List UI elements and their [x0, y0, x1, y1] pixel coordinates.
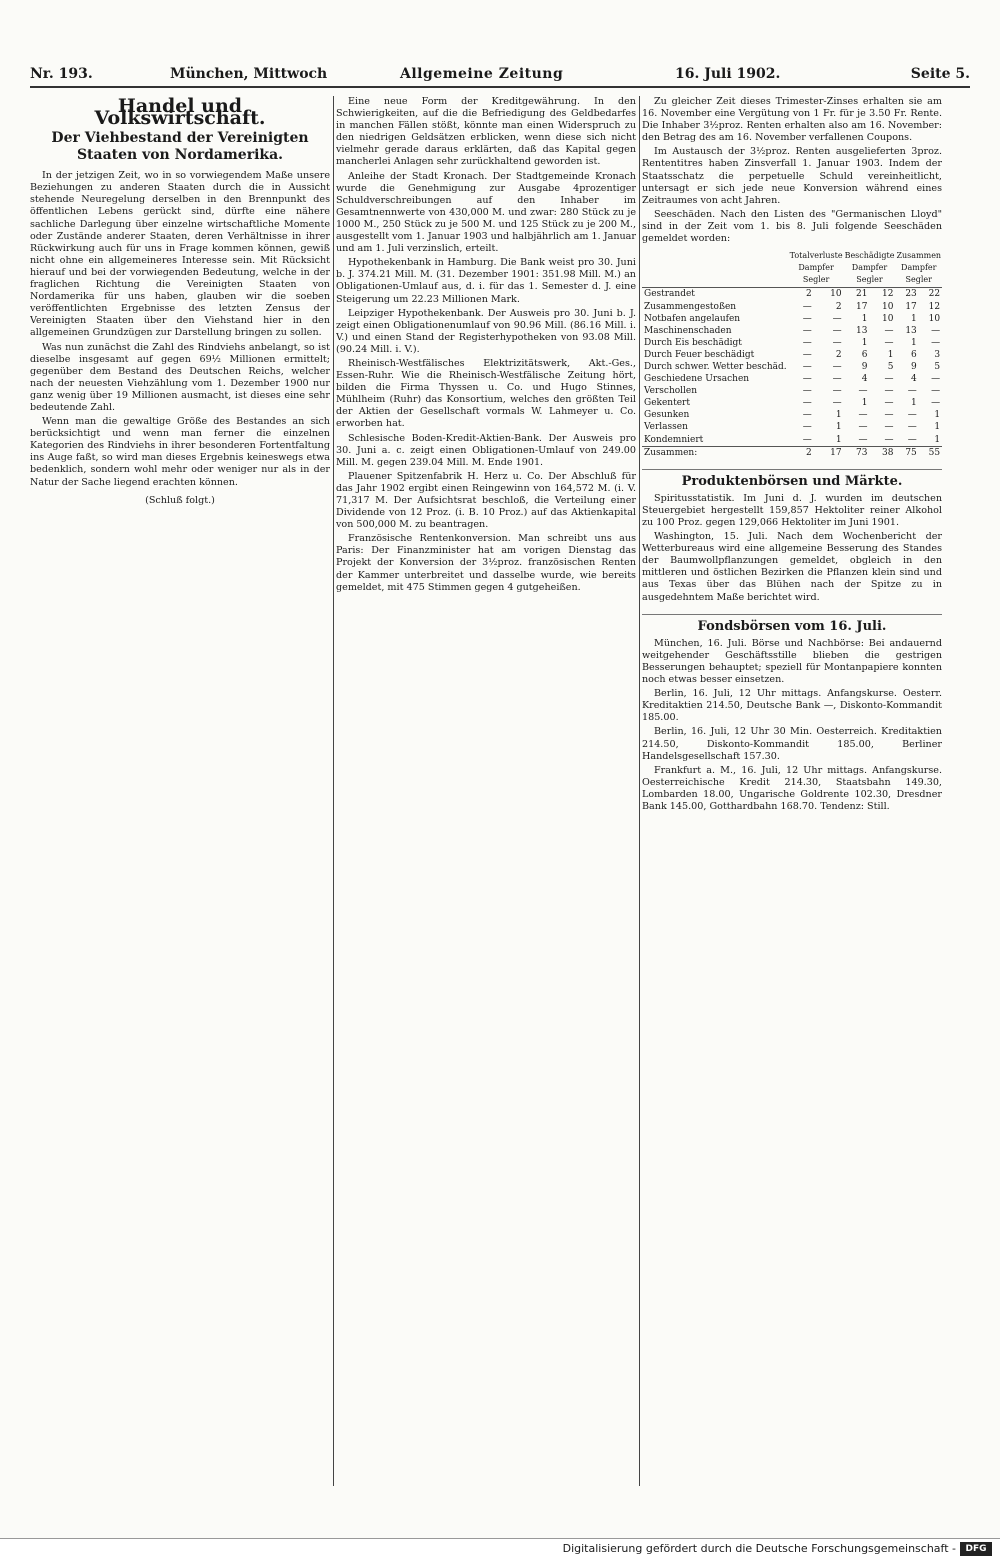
table-cell: 9 — [911, 361, 917, 372]
shipwreck-table — [642, 249, 942, 459]
table-cell: 10 — [881, 301, 894, 312]
table-cell: 12 — [881, 289, 894, 300]
table-cell: 22 — [928, 289, 941, 300]
table-cell: — — [907, 386, 917, 397]
table-cell: 13 — [856, 325, 868, 336]
table-cell: 1 — [911, 398, 917, 409]
table-row — [642, 349, 942, 361]
table-cell: Gestrandet — [644, 289, 695, 300]
table-cell: — — [802, 422, 812, 433]
table-cell: Gesunken — [644, 410, 690, 421]
table-cell: — — [858, 434, 868, 445]
table-cell: Notbafen angelaufen — [644, 313, 741, 324]
table-cell: — — [802, 398, 812, 409]
table-cell: — — [884, 410, 894, 421]
table-cell: 55 — [919, 446, 942, 459]
table-cell: 2 — [835, 349, 842, 360]
table-cell: — — [907, 422, 917, 433]
table-cell: — — [858, 386, 868, 397]
table-cell: Durch Eis beschädigt — [644, 337, 742, 348]
table-cell: 1 — [934, 410, 941, 421]
dfg-logo: DFG — [960, 1542, 992, 1556]
table-cell: Gekentert — [644, 398, 690, 409]
table-cell: — — [884, 325, 894, 336]
table-cell: — — [907, 410, 917, 421]
table-cell: 1 — [934, 422, 941, 433]
table-total-row — [642, 446, 942, 459]
table-cell: 10 — [881, 313, 894, 324]
table-row — [642, 301, 942, 313]
table-cell: 1 — [861, 337, 868, 348]
table-cell: Kondemniert — [644, 434, 704, 445]
issue-date: 16. Juli 1902. — [675, 66, 781, 82]
table-cell: — — [802, 374, 812, 385]
article-paragraph: Hypothekenbank in Hamburg. Die Bank weist pro 30. Juni b. J. 374.21 Mill. M. (31. Dezember 1901: 351.98 Mill. M.) an Obligationen-Umlauf aus, d. i. für das 1. Semester d. J. eine Steigerung um 22.23 Millionen Mark. — [336, 257, 636, 305]
table-cell: Geschiedene Ursachen — [644, 374, 750, 385]
table-cell: 38 — [870, 446, 896, 459]
table-cell: — — [884, 398, 894, 409]
page-number: Seite 5. — [910, 66, 970, 82]
table-cell: — — [802, 313, 812, 324]
column-2 — [336, 96, 636, 1486]
table-row — [642, 313, 942, 325]
table-cell: — — [931, 386, 941, 397]
table-row — [642, 373, 942, 385]
section-title: Handel und Volkswirtschaft. — [94, 96, 266, 130]
table-cell: 17 — [856, 301, 868, 312]
article-paragraph: Wenn man die gewaltige Größe des Bestandes an sich berücksichtigt und wenn man ferner die einzelnen Kategorien des Rindviehs in ihrer besonderen Fortentfaltung ins Auge faßt, so wird man dieses Ergebnis keineswegs etwa bedenklich, sondern wohl mehr oder weniger nur als in der Natur der Sache liegend erachten können. — [30, 416, 330, 488]
table-cell: Durch Feuer beschädigt — [644, 349, 755, 360]
column-3 — [642, 96, 942, 1486]
column-divider — [333, 96, 334, 1486]
table-cell: — — [858, 422, 868, 433]
table-cell: — — [802, 337, 812, 348]
table-cell: 1 — [887, 349, 894, 360]
table-cell: 1 — [835, 410, 842, 421]
masthead — [30, 62, 970, 88]
table-cell: — — [907, 434, 917, 445]
column-divider — [639, 96, 640, 1486]
table-cell: — — [884, 337, 894, 348]
table-cell: — — [931, 398, 941, 409]
table-cell: — — [832, 398, 842, 409]
table-cell: — — [802, 386, 812, 397]
article-paragraph: Spiritusstatistik. Im Juni d. J. wurden im deutschen Steuergebiet hergestellt 159,857 Hektoliter reiner Alkohol zu 100 Proz. gegen 129,066 Hektoliter im Juni 1901. — [642, 492, 942, 528]
article-paragraph: Berlin, 16. Juli, 12 Uhr mittags. Anfangskurse. Oesterr. Kreditaktien 214.50, Deutsche Bank —, Diskonto-Kommandit 185.00. — [642, 688, 942, 724]
table-cell: 1 — [835, 422, 842, 433]
table-row — [642, 361, 942, 373]
table-cell: 2 — [835, 301, 842, 312]
table-cell: Zusammen: — [642, 446, 789, 459]
article-paragraph: Berlin, 16. Juli, 12 Uhr 30 Min. Oesterreich. Kreditaktien 214.50, Diskonto-Kommandit 185.00, Berliner Handelsgesellschaft 157.30. — [642, 726, 942, 762]
table-row — [642, 434, 942, 447]
table-cell: 75 — [895, 446, 918, 459]
table-cell: 1 — [934, 434, 941, 445]
newspaper-name: Allgemeine Zeitung — [400, 66, 564, 82]
shipwreck-intro: Seeschäden. Nach den Listen des "Germanischen Lloyd" sind in der Zeit vom 1. bis 8. Juli folgende Seeschäden gemeldet worden: — [642, 208, 942, 245]
exchange-title: Fondsbörsen vom 16. Juli. — [642, 614, 942, 633]
table-cell: 9 — [861, 361, 868, 372]
article-paragraph: Im Austausch der 3½proz. Renten ausgelieferten 3proz. Rententitres haben Zinsverfall 1. Januar 1903. Indem der Staatsschatz die perpetuelle Schuld vereinheitlicht, untersagt er sich jede neue Konversion während eines Zeitraumes von acht Jahren. — [642, 146, 942, 206]
article-paragraph: In der jetzigen Zeit, wo in so vorwiegendem Maße unsere Beziehungen zu anderen Staaten durch die in Aussicht stehende Neuregelung derselben in den Brennpunkt des öffentlichen Lebens gerückt sind, dürfte eine nähere sachliche Darlegung über einzelne wirtschaftliche Momente oder Zustände anderer Staaten, deren Verhältnisse in ihrer Rückwirkung auch für uns in Frage kommen können, gewiß nicht ohne ein allgemeineres Interesse sein. Mit Rücksicht hierauf und bei der vorwiegenden Bedeutung, welche in der fraglichen Richtung die Vereinigten Staaten von Nordamerika für uns haben, glauben wir die soeben veröffentlichten Ergebnisse des letzten Zensus der Vereinigten Staaten über den Viehstand hier in den allgemeinen Grundzügen zur Darstellung bringen zu sollen. — [30, 170, 330, 339]
article-paragraph: Französische Rentenkonversion. Man schreibt uns aus Paris: Der Finanzminister hat am vorigen Dienstag das Projekt der Konversion der 3½proz. französischen Renten der Kammer unterbreitet und dasselbe wurde, wie bereits gemeldet, mit 475 Stimmen gegen 4 gutgeheißen. — [336, 533, 636, 593]
article-paragraph: Frankfurt a. M., 16. Juli, 12 Uhr mittags. Anfangskurse. Oesterreichische Kredit 214.30, Staatsbahn 149.30, Lombarden 18.00, Ungarische Goldrente 102.30, Dresdner Bank 145.00, Gotthardbahn 168.70. Tendenz: Still. — [642, 764, 942, 812]
markets-title: Produktenbörsen und Märkte. — [642, 469, 942, 488]
table-cell: 23 — [905, 289, 917, 300]
digitization-footer — [0, 1538, 1000, 1560]
table-cell: 6 — [911, 349, 917, 360]
table-header: Beschädigte Dampfer Segler — [844, 249, 896, 288]
article-title: Der Viehbestand der Vereinigten Staaten von Nordamerika. — [51, 130, 309, 164]
table-cell: — — [802, 301, 812, 312]
article-paragraph: München, 16. Juli. Börse und Nachbörse: Bei andauernd weitgehender Geschäftsstille blieben die gestrigen Besserungen behauptet; speziell für Montanpapiere konnten noch etwas besser einsetzen. — [642, 637, 942, 686]
table-cell: 4 — [911, 374, 917, 385]
table-cell: 1 — [911, 313, 917, 324]
table-row — [642, 337, 942, 349]
table-cell: 2 — [789, 446, 814, 459]
table-cell: — — [832, 386, 842, 397]
table-cell: — — [931, 337, 941, 348]
table-cell: 17 — [905, 301, 917, 312]
article-paragraph: Plauener Spitzenfabrik H. Herz u. Co. Der Abschluß für das Jahr 1902 ergibt einen Reingewinn von 164,572 M. (i. V. 71,317 M. Der Aufsichtsrat beschloß, die Verteilung einer Dividende von 12 Proz. (i. B. 10 Proz.) auf das Aktienkapital von 500,000 M. zu beantragen. — [336, 470, 636, 531]
article-paragraph: Eine neue Form der Kreditgewährung. In den Schwierigkeiten, auf die die Befriedigung des Geldbedarfes in manchen Fällen stößt, könnte man einen Widerspruch zu den niedrigen Geldsätzen erblicken, wenn diese sich nicht vielmehr gerade daraus erklärten, daß das Kapital gegen mancherlei Anlagen sehr zurückhaltend geworden ist. — [336, 96, 636, 168]
table-cell: 10 — [830, 289, 842, 300]
table-cell: 73 — [844, 446, 870, 459]
table-cell: — — [832, 337, 842, 348]
table-cell: — — [802, 434, 812, 445]
article-paragraph: Anleihe der Stadt Kronach. Der Stadtgemeinde Kronach wurde die Genehmigung zur Ausgabe 4prozentiger Schuldverschreibungen auf den Inhaber im Gesamtnennwerte von 430,000 M. und zwar: 280 Stück zu je 1000 M., 250 Stück zu je 500 M. und 125 Stück zu je 200 M., ausgestellt vom 1. Januar 1903 und halbjährlich am 1. Januar und am 1. Juli verzinslich, erteilt. — [336, 170, 636, 255]
article-paragraph: Rheinisch-Westfälisches Elektrizitätswerk, Akt.-Ges., Essen-Ruhr. Wie die Rheinisch-Westfälische Zeitung hört, bilden die Firma Thyssen u. Co. und Hugo Stinnes, Mühlheim (Ruhr) das Konsortium, welches den größten Teil der Aktien der Gesellschaft vormals W. Lahmeyer u. Co. erworben hat. — [336, 357, 636, 430]
table-cell: — — [802, 325, 812, 336]
table-cell: Zusammengestoßen — [644, 301, 737, 312]
footer-text: Digitalisierung gefördert durch die Deutsche Forschungsgemeinschaft - — [562, 1542, 956, 1555]
table-cell: — — [832, 313, 842, 324]
table-cell: — — [884, 434, 894, 445]
table-cell: 5 — [887, 361, 894, 372]
article-paragraph: Zu gleicher Zeit dieses Trimester-Zinses erhalten sie am 16. November eine Vergütung von 1 Fr. für je 3.50 Fr. Rente. Die Inhaber 3½proz. Renten erhalten also am 16. November: den Betrag des am 16. November verfallenen Coupons. — [642, 96, 942, 144]
table-cell: — — [832, 361, 842, 372]
column-1 — [30, 96, 330, 1486]
table-cell: — — [858, 410, 868, 421]
table-row — [642, 325, 942, 337]
table-cell: — — [802, 361, 812, 372]
table-cell: 1 — [835, 434, 842, 445]
table-row — [642, 409, 942, 421]
table-header: Zusammen Dampfer Segler — [895, 249, 942, 288]
article-paragraph: Was nun zunächst die Zahl des Rindviehs anbelangt, so ist dieselbe insgesamt auf gegen 69½ Millionen ermittelt; gegenüber dem Bestand des Deutschen Reichs, welcher nach der neuesten Viehzählung vom 1. Dezember 1900 nur ganz wenig über 19 Millionen ausmacht, ist dieses eine sehr bedeutende Zahl. — [30, 341, 330, 413]
table-cell: 13 — [905, 325, 917, 336]
table-cell: Maschinenschaden — [644, 325, 732, 336]
table-cell: Verschollen — [644, 386, 698, 397]
table-cell: Verlassen — [644, 422, 688, 433]
table-cell: — — [802, 410, 812, 421]
table-cell: — — [931, 325, 941, 336]
table-cell: 1 — [911, 337, 917, 348]
table-header — [642, 249, 789, 288]
table-cell: 1 — [861, 398, 868, 409]
table-cell: 5 — [934, 361, 941, 372]
place-weekday: München, Mittwoch — [170, 66, 328, 82]
table-cell: 2 — [805, 289, 812, 300]
table-cell: 21 — [856, 289, 868, 300]
table-cell: 3 — [934, 349, 941, 360]
table-cell: 4 — [861, 374, 868, 385]
table-cell: — — [931, 374, 941, 385]
table-cell: — — [832, 374, 842, 385]
table-cell: — — [802, 349, 812, 360]
table-header: Totalverluste Dampfer Segler — [789, 249, 844, 288]
table-cell: 6 — [861, 349, 868, 360]
table-cell: Durch schwer. Wetter beschäd. — [644, 361, 787, 372]
table-cell: 10 — [928, 313, 941, 324]
article-paragraph: Washington, 15. Juli. Nach dem Wochenbericht der Wetterbureaus wird eine allgemeine Besserung des Standes der Baumwollpflanzungen gemeldet, obgleich in den mittleren und östlichen Bezirken die Pflanzen klein sind und aus Texas über das Blühen nach der Spitze zu in ausgedehntem Maße berichtet wird. — [642, 531, 942, 603]
table-row — [642, 397, 942, 409]
continuation-note: (Schluß folgt.) — [145, 494, 215, 506]
table-cell: — — [884, 374, 894, 385]
table-cell: 1 — [861, 313, 868, 324]
table-row — [642, 421, 942, 433]
table-row — [642, 288, 942, 301]
table-cell: — — [884, 422, 894, 433]
table-cell: — — [884, 386, 894, 397]
table-cell: — — [832, 325, 842, 336]
table-cell: 12 — [928, 301, 941, 312]
article-paragraph: Leipziger Hypothekenbank. Der Ausweis pro 30. Juni b. J. zeigt einen Obligationenumlauf von 90.96 Mill. (86.16 Mill. i. V.) und einen Stand der Registerhypotheken von 93.08 Mill. (90.24 Mill. i. V.). — [336, 307, 636, 355]
issue-number: Nr. 193. — [30, 66, 93, 82]
table-cell: 17 — [814, 446, 844, 459]
article-paragraph: Schlesische Boden-Kredit-Aktien-Bank. Der Ausweis pro 30. Juni a. c. zeigt einen Obligationen-Umlauf von 249.00 Mill. M. gegen 239.04 Mill. M. Ende 1901. — [336, 432, 636, 468]
table-row — [642, 385, 942, 397]
